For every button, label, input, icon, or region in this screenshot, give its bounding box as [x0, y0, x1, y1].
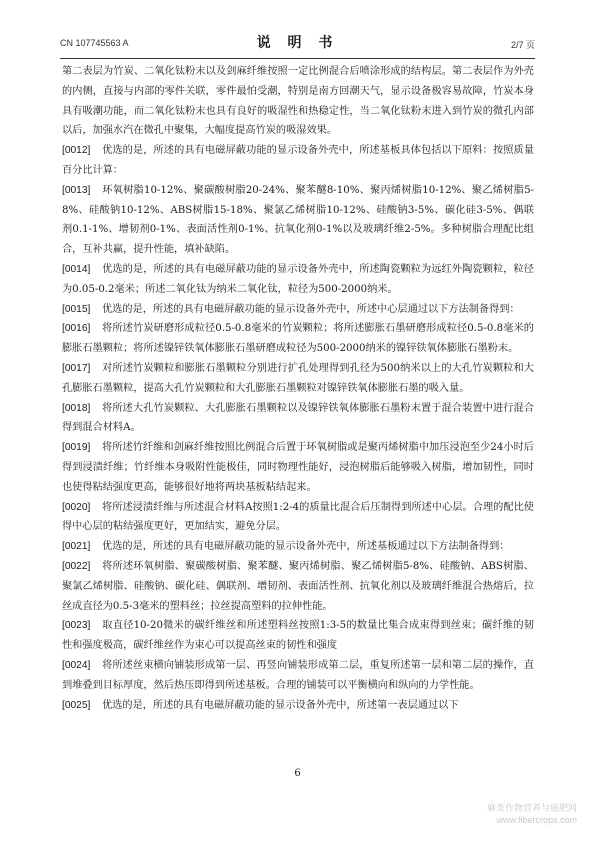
paragraph-number: [0015]: [62, 303, 91, 315]
numbered-paragraph: [62, 260, 534, 300]
paragraph-text: 将所述竹炭研磨形成粒径0.5-0.8毫米的竹炭颗粒；将所述膨胀石墨研磨形成粒径0.5-0.8毫米的膨胀石墨颗粒；将所述镍锌铁氧体膨胀石墨研磨成粒径为500-2000纳米的镍锌铁氧体膨胀石墨粉末。: [62, 323, 534, 355]
intro-paragraph: 第二表层为竹炭、二氧化钛粉末以及剑麻纤维按照一定比例混合后喷涂形成的结构层。第二表层作为外壳的内侧，直接与内部的零件关联，零件最怕受潮，特别是南方回潮天气，显示设备极容易故障，竹炭本身具有吸潮功能，而二氧化钛粉末也具有良好的吸湿性和热稳定性，当二氧化钛粉末进入到竹炭的微孔内部以后，加强水汽在微孔中聚集，大幅度提高竹炭的吸湿效果。: [62, 66, 534, 137]
document-body: [62, 62, 534, 715]
document-title: 说 明 书: [256, 35, 339, 51]
paragraph-number: [0017]: [62, 362, 91, 374]
paragraph-number: [0018]: [62, 402, 91, 414]
paragraph-text: 优选的是，所述的具有电磁屏蔽功能的显示设备外壳中，所述陶瓷颗粒为远红外陶瓷颗粒，粒径为0.05-0.2毫米；所述二氧化钛为纳米二氧化钛，粒径为500-2000纳米。: [62, 263, 534, 295]
page-header: [60, 30, 535, 56]
paragraph-text: 将所述环氧树脂、聚碳酸树脂、聚苯醚、聚丙烯树脂、聚乙烯树脂5-8%、硅酸钠、ABS树脂、聚氯乙烯树脂、硅酸钠、碳化硅、偶联剂、增韧剂、表面活性剂、抗氧化剂以及玻璃纤维混合热熔后，拉丝成直径为0.5-3毫米的塑料丝；拉丝提高塑料的拉伸性能。: [62, 560, 534, 612]
paragraph-text: 优选的是，所述的具有电磁屏蔽功能的显示设备外壳中，所述基板通过以下方法制备得到：: [102, 541, 510, 553]
numbered-paragraph: [62, 656, 534, 696]
numbered-paragraph: [62, 616, 534, 656]
numbered-paragraph: [62, 399, 534, 439]
paragraph-text: 将所述大孔竹炭颗粒、大孔膨胀石墨颗粒以及镍锌铁氧体膨胀石墨粉末置于混合装置中进行混合得到混合材料A。: [62, 402, 534, 434]
page-info: 2/7 页: [510, 40, 535, 50]
watermark-text: 麻类作物营养与施肥网: [486, 803, 577, 813]
paragraph-number: [0020]: [62, 501, 91, 513]
patent-number: CN 107745563 A: [60, 38, 129, 48]
paragraph-number: [0013]: [62, 184, 91, 196]
paragraph-number: [0016]: [62, 323, 91, 335]
paragraph-text: 将所述丝束横向铺装形成第一层、再竖向铺装形成第二层，重复所述第一层和第二层的操作，直到堆叠到目标厚度，然后热压即得到所述基板。合理的铺装可以平衡横向和纵向的力学性能。: [62, 659, 534, 691]
paragraph-number: [0012]: [62, 145, 91, 157]
header-rule: [60, 58, 535, 59]
numbered-paragraph: [62, 498, 534, 538]
numbered-paragraph: [62, 557, 534, 616]
paragraph-text: 取直径10-20微米的碳纤维丝和所述塑料丝按照1:3-5的数量比集合成束得到丝束；碳纤维的韧性和强度极高，碳纤维丝作为束心可以提高丝束的韧性和强度: [62, 620, 534, 652]
paragraph-number: [0024]: [62, 659, 91, 671]
numbered-paragraph: [62, 141, 534, 181]
numbered-paragraph: [62, 319, 534, 359]
paragraph-number: [0021]: [62, 541, 91, 553]
paragraph-number: [0014]: [62, 263, 91, 275]
numbered-paragraph: [62, 438, 534, 497]
paragraph-number: [0022]: [62, 560, 91, 572]
watermark: [487, 802, 577, 826]
paragraph-text: 优选的是，所述的具有电磁屏蔽功能的显示设备外壳中，所述中心层通过以下方法制备得到：: [102, 303, 520, 315]
paragraph-number: [0023]: [62, 620, 91, 632]
paragraph-number: [0025]: [62, 699, 91, 711]
numbered-paragraph: [62, 696, 534, 716]
paragraph-number: [0019]: [62, 442, 91, 454]
numbered-paragraph: [62, 181, 534, 260]
paragraph-text: 将所述竹纤维和剑麻纤维按照比例混合后置于环氧树脂或是聚丙烯树脂中加压浸泡至少24小时后得到浸渍纤维；竹纤维本身吸附性能极佳，同时物理性能好，浸泡树脂后能够吸入树脂，增加韧性，同时也使得粘结强度更高，能够很好地将两块基板粘结起来。: [62, 442, 534, 493]
numbered-paragraph: [62, 359, 534, 399]
paragraph-text: 环氧树脂10-12%、聚碳酸树脂20-24%、聚苯醚8-10%、聚丙烯树脂10-12%、聚乙烯树脂5-8%、硅酸钠10-12%、ABS树脂15-18%、聚氯乙烯树脂10-12%、硅酸钠3-5%、碳化硅3-5%、偶联剂0.1-1%、增韧剂0-1%、表面活性剂0-1%、抗氧化剂0-1%以及玻璃纤维2-5%。多种树脂合理配比组合，互补共赢，提升性能，填补缺陷。: [62, 184, 534, 256]
watermark-url: www.fibercrops.com: [496, 815, 577, 825]
paragraph-text: 对所述竹炭颗粒和膨胀石墨颗粒分别进行扩孔处理得到孔径为500纳米以上的大孔竹炭颗粒和大孔膨胀石墨颗粒，提高大孔竹炭颗粒和大孔膨胀石墨颗粒对镍锌铁氧体膨胀石墨的吸入量。: [62, 362, 534, 394]
paragraph-list: [62, 141, 534, 715]
paragraph-text: 将所述浸渍纤维与所述混合材料A按照1:2-4的质量比混合后压制得到所述中心层。合理的配比使得中心层的粘结强度更好，更加结实，避免分层。: [62, 501, 534, 533]
page-number: 6: [294, 768, 301, 779]
paragraph-text: 优选的是，所述的具有电磁屏蔽功能的显示设备外壳中，所述第一表层通过以下: [102, 699, 459, 711]
numbered-paragraph: [62, 537, 534, 557]
numbered-paragraph: [62, 300, 534, 320]
paragraph-text: 优选的是，所述的具有电磁屏蔽功能的显示设备外壳中，所述基板具体包括以下原料：按照质量百分比计算：: [62, 145, 534, 176]
